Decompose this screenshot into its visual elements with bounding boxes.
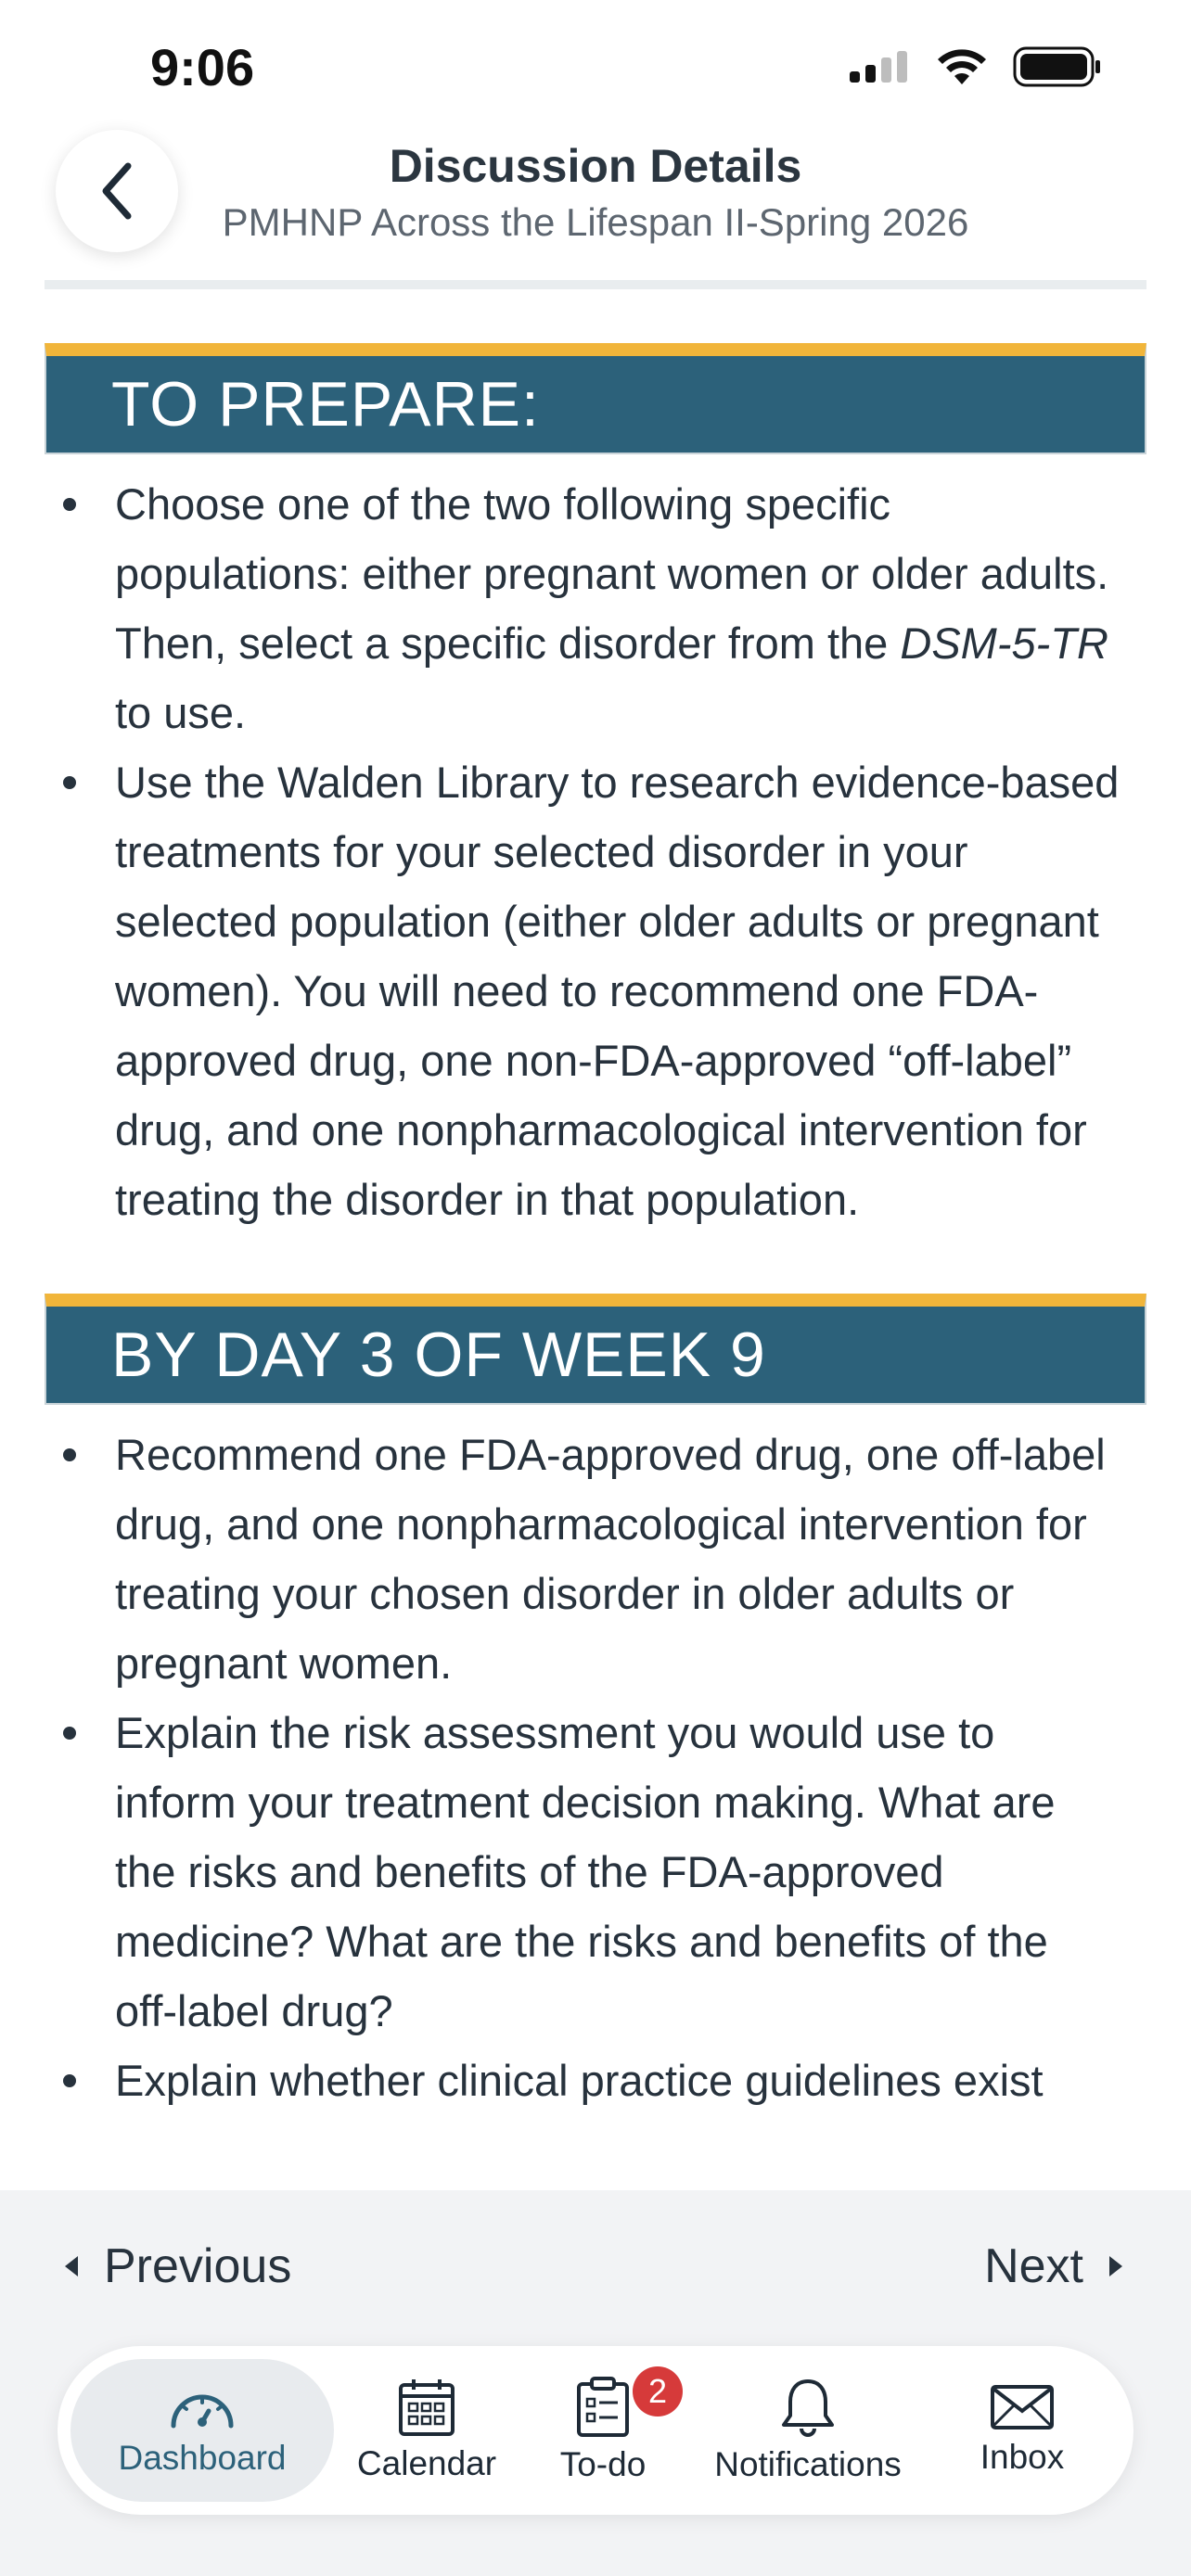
page-subtitle: PMHNP Across the Lifespan II-Spring 2026	[222, 200, 969, 244]
tab-inbox[interactable]	[929, 2346, 1115, 2515]
envelope-icon	[990, 2384, 1055, 2430]
battery-icon	[1013, 46, 1102, 87]
status-bar	[0, 0, 1191, 130]
calendar-icon	[398, 2378, 455, 2437]
tab-label: Dashboard	[118, 2439, 287, 2477]
previous-button[interactable]	[63, 2238, 291, 2294]
tab-label: Inbox	[980, 2438, 1065, 2476]
list-item: Explain whether clinical practice guidelines exist	[45, 2046, 1121, 2115]
notification-badge: 2	[633, 2366, 683, 2417]
status-time: 9:06	[150, 38, 255, 96]
status-icons	[850, 46, 1102, 87]
tab-label: Calendar	[356, 2444, 497, 2482]
tab-label: To-do	[559, 2445, 647, 2483]
tab-bar	[58, 2346, 1133, 2515]
pagination-bar	[0, 2190, 1191, 2344]
gauge-icon	[168, 2383, 237, 2431]
caret-right-icon	[1108, 2254, 1124, 2278]
header-divider	[45, 280, 1146, 289]
tab-notifications[interactable]	[686, 2346, 929, 2515]
next-button[interactable]	[984, 2238, 1124, 2294]
header	[0, 130, 1191, 278]
to-prepare-list	[45, 469, 1146, 1234]
list-item: Use the Walden Library to research evidence-based treatments for your selected disorder in your selected population (either older adults or pregnant women). You will need to recommend one FDA-approved drug, one non-FDA-approved “off-label” drug, and one nonpharmacological intervention for treating the disorder in that population.	[45, 747, 1121, 1234]
tab-calendar[interactable]	[334, 2346, 519, 2515]
tab-label: Notifications	[714, 2445, 902, 2483]
cellular-signal-icon	[850, 51, 911, 83]
page-title: Discussion Details	[389, 140, 802, 192]
list-item: Choose one of the two following specific populations: either pregnant women or older adults. Then, select a specific disorder from the DSM-5-TR to use.	[45, 469, 1121, 747]
wifi-icon	[935, 47, 989, 86]
by-day-3-list	[45, 1420, 1146, 2115]
bell-icon	[779, 2377, 837, 2438]
list-item: Explain the risk assessment you would use to inform your treatment decision making. What are the risks and benefits of the FDA-approved medicine? What are the risks and benefits of the off-label drug?	[45, 1698, 1121, 2046]
section-heading: BY DAY 3 OF WEEK 9	[111, 1320, 766, 1390]
tab-dashboard[interactable]	[70, 2346, 334, 2515]
section-heading: TO PREPARE:	[111, 369, 540, 440]
caret-left-icon	[63, 2254, 80, 2278]
section-banner-to-prepare	[45, 343, 1146, 454]
list-item: Recommend one FDA-approved drug, one off-label drug, and one nonpharmacological intervention for treating your chosen disorder in older adults or pregnant women.	[45, 1420, 1121, 1698]
discussion-content[interactable]	[45, 343, 1146, 2190]
tab-todo[interactable]	[519, 2346, 686, 2515]
previous-label: Previous	[104, 2239, 292, 2293]
section-banner-by-day-3	[45, 1294, 1146, 1405]
next-label: Next	[984, 2239, 1083, 2293]
clipboard-icon	[576, 2377, 630, 2438]
